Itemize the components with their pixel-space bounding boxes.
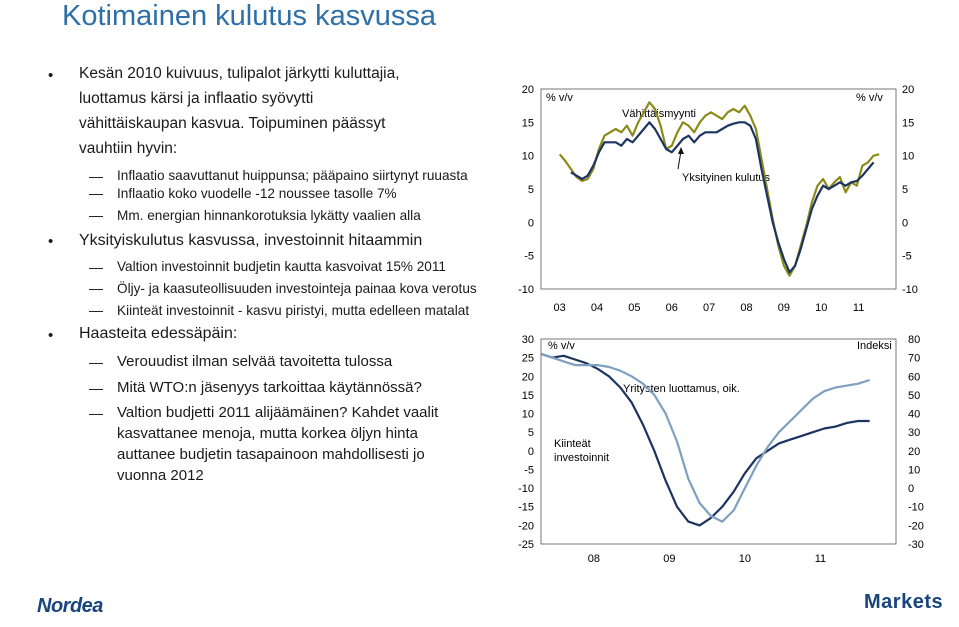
y-tick-label-left: -25 [518, 539, 534, 551]
y-tick-label-right: 40 [908, 408, 921, 421]
dash-marker [89, 311, 103, 312]
y-tick-label-right: -20 [908, 520, 924, 533]
y-tick-label-left: 20 [521, 84, 534, 96]
x-tick-label: 04 [590, 302, 604, 314]
x-tick-label: 06 [665, 302, 678, 314]
y-tick-label-right: 10 [902, 150, 915, 163]
y-tick-label-left: 15 [521, 389, 534, 402]
sub-bullet: Kiinteät investoinnit - kasvu piristyi, mutta edelleen matalat [117, 303, 470, 318]
investment-confidence-chart [510, 329, 959, 574]
bullet-2: Yksityiskulutus kasvussa, investoinnit hitaammin [79, 232, 423, 249]
footer [0, 578, 959, 627]
y-tick-label-right: 15 [902, 117, 915, 130]
y-tick-label-left: 10 [521, 150, 534, 163]
sub-bullet: Mm. energian hinnankorotuksia lykätty vaalien alla [117, 208, 421, 223]
x-tick-label: 11 [852, 302, 865, 314]
sub-bullet: Inflaatio saavuttanut huippunsa; pääpaino siirtynyt ruuasta [117, 168, 468, 183]
y-tick-label-right: -10 [902, 284, 918, 296]
dash-marker [89, 414, 103, 415]
sub-bullet: Mitä WTO:n jäsenyys tarkoittaa käytännössä? [117, 379, 422, 396]
x-tick-label: 09 [663, 553, 676, 565]
y-tick-label-right: 0 [908, 483, 915, 496]
y-tick-label-left: 20 [521, 371, 534, 384]
nordea-logo: Nordea [37, 595, 103, 617]
x-tick-label: 03 [553, 302, 566, 314]
x-tick-label: 07 [703, 302, 716, 314]
dash-marker [89, 289, 103, 290]
dash-marker [89, 216, 103, 217]
y-tick-label-left: -5 [524, 464, 534, 477]
sub-bullet-continued: auttanee budjetin tasapainoon mahdollisesti jo [117, 446, 425, 463]
y-tick-label-left: 0 [527, 217, 534, 230]
markets-logo: Markets [864, 591, 944, 613]
sub-bullet: Inflaatio koko vuodelle -12 noussee tasolle 7% [117, 186, 397, 201]
y-tick-label-left: -10 [518, 284, 534, 296]
business-confidence-label: Yritysten luottamus, oik. [623, 383, 740, 395]
y-tick-label-left: 0 [527, 445, 534, 458]
retail-consumption-chart [510, 75, 959, 320]
y-tick-label-right: 80 [908, 334, 921, 346]
y-tick-label-left: 5 [527, 427, 534, 440]
x-tick-label: 10 [815, 302, 828, 314]
y-tick-label-left: 5 [527, 184, 534, 196]
right-unit-label: % v/v [856, 92, 883, 104]
bullet-marker: • [48, 67, 54, 84]
y-tick-label-left: -10 [518, 483, 534, 496]
sub-bullet: Valtion budjetti 2011 alijäämäinen? Kahdet vaalit [117, 404, 439, 421]
y-tick-label-right: -5 [902, 250, 912, 263]
y-tick-label-right: 30 [908, 427, 921, 440]
y-tick-label-right: 5 [902, 184, 909, 196]
y-tick-label-left: 25 [521, 352, 534, 365]
y-tick-label-right: -10 [908, 501, 924, 514]
y-tick-label-right: 70 [908, 352, 921, 365]
bullet-marker: • [48, 233, 54, 250]
dash-marker [89, 389, 103, 390]
slide-title: Kotimainen kulutus kasvussa [62, 0, 436, 32]
bullet-3: Haasteita edessäpäin: [79, 325, 238, 342]
retail-sales-label: Vähittäismyynti [622, 108, 696, 120]
dash-marker [89, 177, 103, 178]
x-tick-label: 11 [814, 553, 827, 565]
fixed-investment-label-line-2: investoinnit [554, 452, 610, 464]
x-tick-label: 08 [587, 553, 600, 565]
right-unit-label: Indeksi [857, 340, 892, 352]
y-tick-label-right: 20 [902, 84, 915, 96]
y-tick-label-right: -30 [908, 539, 924, 551]
fixed-investment-label-line-1: Kiinteät [554, 438, 591, 450]
dash-marker [89, 363, 103, 364]
y-tick-label-left: 30 [521, 334, 534, 346]
y-tick-label-right: 0 [902, 217, 909, 230]
y-tick-label-right: 60 [908, 371, 921, 384]
bullet-1-line-3: vähittäiskaupan kasvua. Toipuminen päässyt [79, 115, 386, 132]
x-tick-label: 05 [628, 302, 641, 314]
left-unit-label: % v/v [548, 340, 575, 352]
bullet-list [0, 0, 510, 520]
bullet-marker: • [48, 327, 54, 344]
sub-bullet: Verouudist ilman selvää tavoitetta tulossa [117, 353, 393, 370]
y-tick-label-right: 50 [908, 389, 921, 402]
sub-bullet-continued: kasvattanee menoja, mutta korkea öljyn hinta [117, 425, 419, 442]
y-tick-label-left: 15 [521, 117, 534, 130]
left-unit-label: % v/v [546, 92, 573, 104]
y-tick-label-right: 10 [908, 464, 921, 477]
bullet-1-line-1: Kesän 2010 kuivuus, tulipalot järkytti kuluttajia, [79, 65, 400, 82]
dash-marker [89, 268, 103, 269]
y-tick-label-left: -5 [524, 250, 534, 263]
private-consumption-label: Yksityinen kulutus [682, 172, 771, 184]
bullet-1-line-2: luottamus kärsi ja inflaatio syövytti [79, 90, 314, 107]
x-tick-label: 09 [777, 302, 791, 314]
dash-marker [89, 194, 103, 195]
bullet-1-line-4: vauhtiin hyvin: [79, 140, 178, 157]
y-tick-label-left: -20 [518, 520, 534, 533]
x-tick-label: 10 [738, 553, 752, 565]
y-tick-label-right: 20 [908, 445, 921, 458]
y-tick-label-left: -15 [518, 501, 534, 514]
x-tick-label: 08 [740, 302, 753, 314]
plot-area [541, 89, 896, 289]
sub-bullet-continued: vuonna 2012 [117, 467, 204, 484]
sub-bullet: Öljy- ja kaasuteollisuuden investointeja painaa kova verotus [117, 281, 477, 296]
y-tick-label-left: 10 [521, 408, 534, 421]
sub-bullet: Valtion investoinnit budjetin kautta kasvoivat 15% 2011 [117, 259, 446, 274]
plot-area [541, 339, 896, 544]
